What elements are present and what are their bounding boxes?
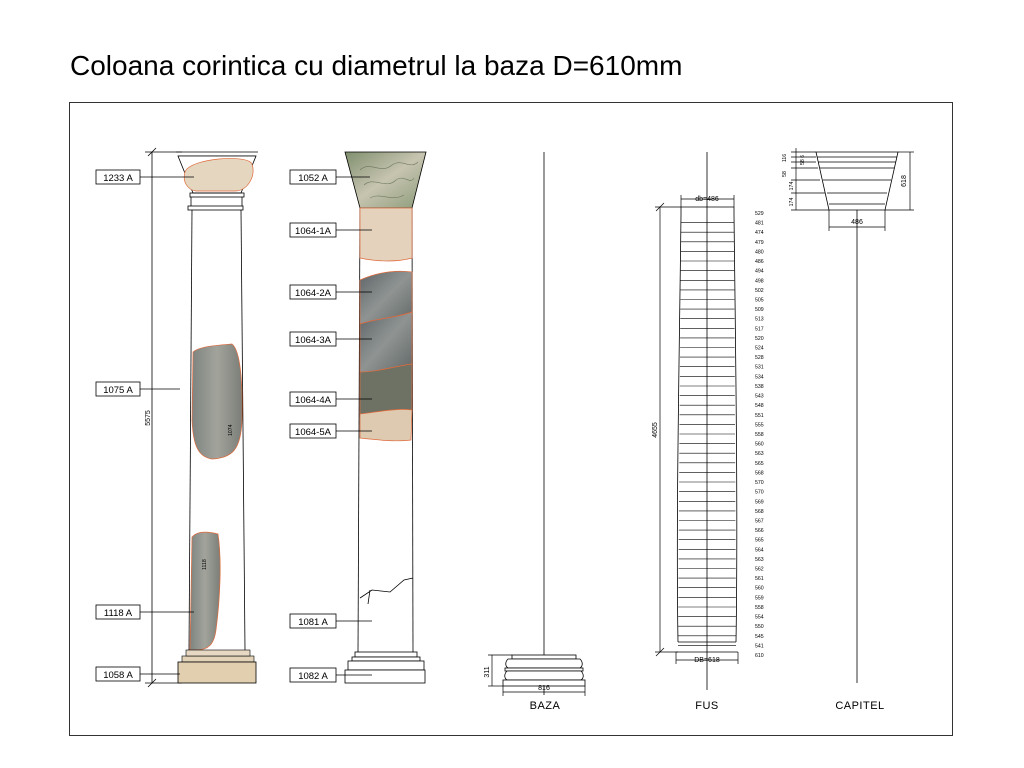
fus-station-label: 502 bbox=[755, 287, 764, 294]
baza-caption: BAZA bbox=[529, 700, 561, 712]
capitel-height-58: 58 bbox=[782, 171, 788, 177]
fus-station-label: 505 bbox=[755, 297, 764, 304]
fus-station-label: 513 bbox=[755, 316, 764, 323]
column-a-base bbox=[178, 650, 256, 683]
capitel-drawing bbox=[782, 148, 914, 712]
fus-station-label: 538 bbox=[755, 384, 764, 390]
fus-station-label: 524 bbox=[755, 345, 764, 352]
column-b-label-1081: 1081 A bbox=[298, 617, 328, 628]
capitel-caption: CAPITEL bbox=[835, 700, 885, 712]
fus-station-label: 568 bbox=[755, 508, 764, 515]
fus-bottom-diameter-label: DB=618 bbox=[694, 657, 720, 664]
capitel-profile bbox=[816, 152, 898, 210]
fus-station-label: 565 bbox=[755, 537, 764, 544]
column-b-label-1064-5A: 1064-5A bbox=[295, 427, 331, 438]
column-b-segment-1064-5A bbox=[360, 409, 412, 440]
fus-station-label: 481 bbox=[755, 220, 764, 227]
fus-station-label: 563 bbox=[755, 556, 764, 563]
fus-station-label: 567 bbox=[755, 518, 764, 525]
column-b-base bbox=[345, 652, 425, 683]
fus-station-label: 531 bbox=[755, 364, 764, 371]
fus-station-label: 566 bbox=[755, 528, 764, 535]
fus-station-label: 570 bbox=[755, 489, 764, 496]
fus-station-label: 565 bbox=[755, 460, 764, 467]
fus-caption: FUS bbox=[695, 700, 719, 712]
column-a-label-1233: 1233 A bbox=[103, 173, 133, 184]
baza-drawing bbox=[484, 152, 585, 712]
fus-station-label: 610 bbox=[755, 653, 764, 659]
fus-height-label: 4655 bbox=[652, 422, 659, 438]
column-b-segment-1064-1A bbox=[360, 208, 412, 261]
capitel-tier-58-6: 58 6 bbox=[800, 154, 806, 166]
fus-station-label: 494 bbox=[755, 268, 764, 275]
column-a-label-1058: 1058 A bbox=[103, 670, 133, 681]
column-b-label-1064-1A: 1064-1A bbox=[295, 226, 331, 237]
fus-station-label: 570 bbox=[755, 480, 764, 486]
fus-station-label: 558 bbox=[755, 432, 764, 438]
fus-top-diameter-label: db=486 bbox=[695, 196, 719, 203]
fus-station-label: 541 bbox=[755, 643, 764, 650]
fus-station-label: 517 bbox=[755, 326, 764, 333]
column-b-label-1064-2A: 1064-2A bbox=[295, 288, 331, 299]
capitel-height-116: 116 bbox=[782, 153, 788, 163]
capitel-height-174-a: 174 bbox=[789, 181, 795, 191]
fus-station-label: 534 bbox=[755, 374, 764, 381]
column-a-fragment-1118 bbox=[190, 532, 220, 650]
column-a bbox=[96, 148, 258, 687]
fus-station-label: 554 bbox=[755, 614, 764, 621]
fus-station-label: 480 bbox=[755, 249, 764, 256]
fus-station-label: 520 bbox=[755, 335, 764, 342]
fus-station-label: 558 bbox=[755, 605, 764, 611]
fus-station-label: 563 bbox=[755, 451, 764, 458]
fus-station-label: 555 bbox=[755, 422, 764, 429]
column-b-label-1064-4A: 1064-4A bbox=[295, 395, 331, 406]
fus-station-label: 545 bbox=[755, 633, 764, 640]
column-b-label-1082: 1082 A bbox=[298, 671, 328, 682]
fragment-mark-1074: 1074 bbox=[228, 424, 234, 436]
fus-station-label: 551 bbox=[755, 412, 764, 419]
column-a-label-1118: 1118 A bbox=[103, 608, 133, 619]
fus-dimensions bbox=[655, 195, 738, 664]
fus-station-label: 562 bbox=[755, 566, 764, 573]
capitel-width-label: 486 bbox=[851, 219, 863, 226]
column-a-fragment-1075 bbox=[192, 344, 242, 459]
baza-profile bbox=[503, 655, 585, 686]
column-b-label-1052: 1052 A bbox=[298, 173, 328, 184]
fus-station-label: 569 bbox=[755, 499, 764, 506]
fus-station-label: 479 bbox=[755, 239, 764, 246]
fus-station-label: 474 bbox=[755, 230, 764, 237]
fus-station-label: 543 bbox=[755, 393, 764, 400]
page-title: Coloana corintica cu diametrul la baza D=610mm bbox=[70, 50, 683, 81]
column-b bbox=[290, 152, 426, 683]
column-b-capital bbox=[345, 152, 426, 208]
fus-station-label: 560 bbox=[755, 585, 764, 592]
fus-station-label: 560 bbox=[755, 441, 764, 448]
fus-station-label: 509 bbox=[755, 307, 764, 314]
fus-station-label: 568 bbox=[755, 470, 764, 477]
baza-height-label: 311 bbox=[484, 666, 491, 678]
fus-station-label: 498 bbox=[755, 278, 764, 285]
fus-station-label: 528 bbox=[755, 355, 764, 362]
fus-station-label: 559 bbox=[755, 595, 764, 602]
fus-station-label: 550 bbox=[755, 624, 764, 631]
capitel-total-height-label: 618 bbox=[901, 175, 908, 187]
fus-drawing bbox=[652, 152, 764, 712]
column-b-label-1064-3A: 1064-3A bbox=[295, 335, 331, 346]
fus-station-label: 561 bbox=[755, 576, 764, 583]
fus-station-label: 548 bbox=[755, 403, 764, 410]
fus-station-label: 486 bbox=[755, 259, 764, 265]
fragment-mark-1118: 1118 bbox=[202, 559, 208, 570]
column-a-height-label: 5575 bbox=[145, 410, 152, 426]
capitel-height-174-b: 174 bbox=[789, 197, 795, 207]
column-b-segment-1064-4A bbox=[360, 364, 412, 414]
fus-stations bbox=[678, 211, 764, 659]
column-a-label-1075: 1075 A bbox=[103, 385, 133, 396]
fus-station-label: 564 bbox=[755, 547, 764, 554]
baza-width-label: 816 bbox=[538, 685, 550, 692]
fus-station-label: 529 bbox=[755, 211, 764, 217]
